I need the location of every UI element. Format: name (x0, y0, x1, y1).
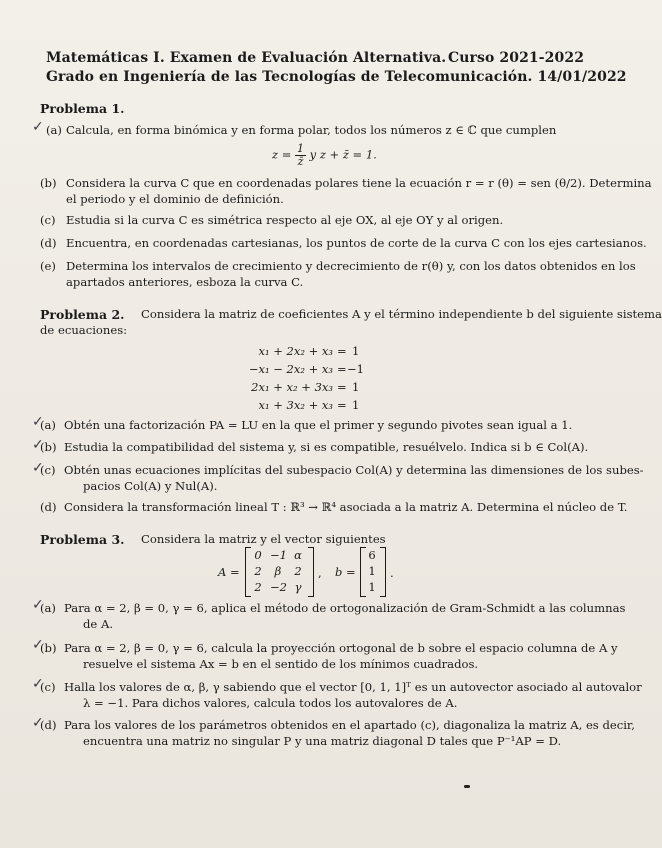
right-bracket (308, 547, 314, 597)
matrix-cell: −1 (270, 548, 287, 562)
p1a-label: (a) (46, 123, 62, 137)
p3a-text-1: Para α = 2, β = 0, γ = 6, aplica el método de ortogonalización de Gram-Schmidt a las columnas (64, 601, 626, 615)
p1c-text: Estudia si la curva C es simétrica respecto al eje OX, al eje OY y al origen. (66, 213, 504, 227)
p3c-text-2: λ = −1. Para dichos valores, calcula todos los autovalores de A. (83, 696, 458, 710)
problem-1-title: Problema 1. (40, 101, 125, 116)
matrix-cell: 2 (294, 564, 302, 578)
system-row-4-lhs: x₁ + 3x₂ + x₃ (258, 398, 333, 412)
p1a-text: Calcula, en forma binómica y en forma polar, todos los números z ∈ ℂ que cumplen (66, 123, 557, 137)
ink-dot (464, 785, 470, 788)
vector-cell: 6 (368, 548, 376, 562)
check-mark: ✓ (32, 715, 44, 731)
p1e-text-2: apartados anteriores, esboza la curva C. (66, 275, 304, 289)
system-row-3-rhs: 1 (352, 380, 360, 394)
p1c-label: (c) (40, 213, 56, 227)
exam-title: Matemáticas I. Examen de Evaluación Alternativa. (46, 50, 447, 66)
system-row-2-rhs: −1 (347, 362, 364, 376)
separator-period: . (390, 566, 394, 580)
equals-sign: = (337, 362, 347, 376)
p3a-text-2: de A. (83, 617, 114, 631)
p3c-text-1: Halla los valores de α, β, γ sabiendo que el vector [0, 1, 1]ᵀ es un autovector asociado al autovalor (64, 680, 642, 694)
system-row-4-rhs: 1 (352, 398, 360, 412)
p3d-text-2: encuentra una matriz no singular P y una matriz diagonal D tales que P⁻¹AP = D. (83, 734, 562, 748)
p1b-text-2: el periodo y el dominio de definición. (66, 192, 284, 206)
fraction: $\frac{1}{z̄}$ (297, 142, 305, 168)
p2-intro-2: de ecuaciones: (40, 323, 128, 337)
vector-b-label: b = (335, 565, 356, 579)
problem-2-title: Problema 2. (40, 307, 125, 322)
matrix-cell: 2 (254, 580, 262, 594)
check-mark: ✓ (32, 414, 44, 430)
equals-sign: = (337, 380, 347, 394)
p3b-text-2: resuelve el sistema Ax = b en el sentido de los mínimos cuadrados. (83, 657, 479, 671)
check-mark: ✓ (32, 637, 44, 653)
matrix-cell: −2 (270, 580, 287, 594)
equals-sign: = (337, 398, 347, 412)
p1d-text: Encuentra, en coordenadas cartesianas, los puntos de corte de la curva C con los ejes cartesianos. (66, 236, 647, 250)
system-row-2-lhs: −x₁ − 2x₂ + x₃ (248, 362, 333, 376)
p2a-text: Obtén una factorización PA = LU en la que el primer y segundo pivotes sean igual a 1. (64, 418, 573, 432)
course-year: Curso 2021-2022 (448, 50, 585, 66)
p1b-label: (b) (40, 176, 57, 190)
p1e-text-1: Determina los intervalos de crecimiento y decrecimiento de r(θ) y, con los datos obtenidos en los (66, 259, 636, 273)
p1b-text-1: Considera la curva C que en coordenadas polares tiene la ecuación r = r (θ) = sen (θ/2). Determina (66, 176, 652, 190)
p3a-label: (a) (40, 601, 56, 615)
separator-comma: , (318, 566, 322, 580)
check-mark: ✓ (32, 119, 44, 135)
p1a-equation: z = $\frac{1}{z̄}$ y z + z̄ = 1. (272, 142, 377, 168)
p2d-label: (d) (40, 500, 57, 514)
check-mark: ✓ (32, 460, 44, 476)
check-mark: ✓ (32, 597, 44, 613)
p2c-text-2: pacios Col(A) y Nul(A). (83, 479, 218, 493)
p2b-text: Estudia la compatibilidad del sistema y, si es compatible, resuélvelo. Indica si b ∈ Col(A). (64, 440, 589, 454)
p3d-label: (d) (40, 718, 57, 732)
exam-header-line1 (46, 50, 446, 66)
check-mark: ✓ (32, 676, 44, 692)
p2c-text-1: Obtén unas ecuaciones implícitas del subespacio Col(A) y determina las dimensiones de los subes- (64, 463, 644, 477)
vector-cell: 1 (368, 564, 376, 578)
p2c-label: (c) (40, 463, 56, 477)
p2d-text: Considera la transformación lineal T : ℝ³ → ℝ⁴ asociada a la matriz A. Determina el núcleo de T. (64, 500, 628, 514)
p3b-text-1: Para α = 2, β = 0, γ = 6, calcula la proyección ortogonal de b sobre el espacio columna de A y (64, 641, 618, 655)
system-row-1-rhs: 1 (352, 344, 360, 358)
p3c-label: (c) (40, 680, 56, 694)
p3-intro: Considera la matriz y el vector siguientes (141, 532, 386, 546)
matrix-cell: 0 (254, 548, 262, 562)
p2a-label: (a) (40, 418, 56, 432)
p3d-text-1: Para los valores de los parámetros obtenidos en el apartado (c), diagonaliza la matriz A, es decir, (64, 718, 635, 732)
matrix-cell: α (294, 548, 302, 562)
p3b-label: (b) (40, 641, 57, 655)
p1d-label: (d) (40, 236, 57, 250)
check-mark: ✓ (32, 437, 44, 453)
p2b-label: (b) (40, 440, 57, 454)
matrix-cell: β (274, 564, 282, 578)
equals-sign: = (337, 344, 347, 358)
degree-date-line: Grado en Ingeniería de las Tecnologías de Telecomunicación. 14/01/2022 (46, 69, 627, 85)
system-row-1-lhs: x₁ + 2x₂ + x₃ (258, 344, 333, 358)
matrix-cell: γ (294, 580, 302, 594)
p1e-label: (e) (40, 259, 56, 273)
system-row-3-lhs: 2x₁ + x₂ + 3x₃ (251, 380, 333, 394)
vector-cell: 1 (368, 580, 376, 594)
right-bracket (380, 547, 386, 597)
matrix-cell: 2 (254, 564, 262, 578)
p2-intro-1: Considera la matriz de coeficientes A y el término independiente b del siguiente sistema (141, 307, 662, 321)
matrix-A-label: A = (218, 565, 240, 579)
problem-3-title: Problema 3. (40, 532, 125, 547)
